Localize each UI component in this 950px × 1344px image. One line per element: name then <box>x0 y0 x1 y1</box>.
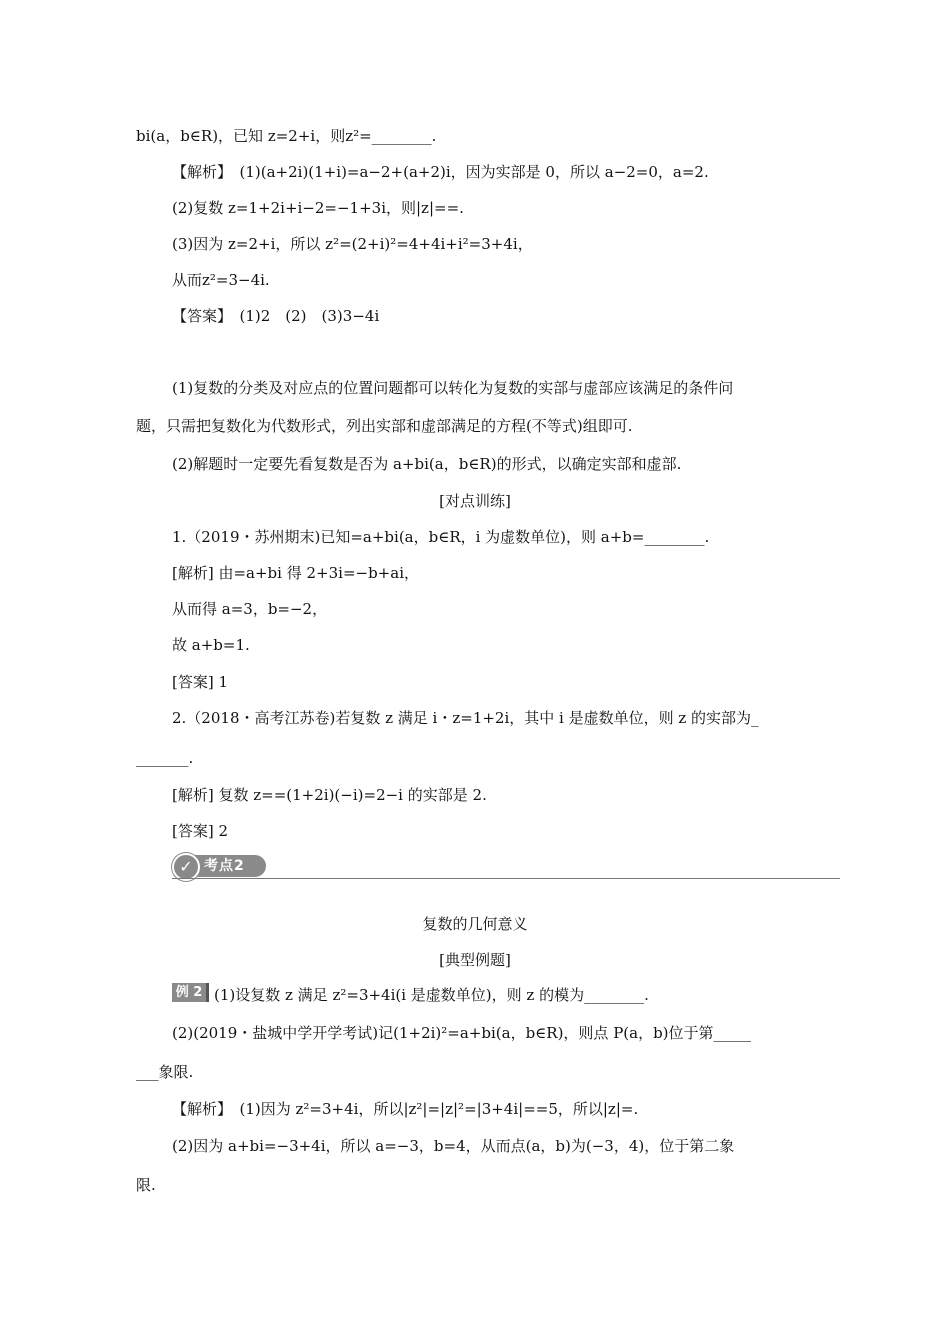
topic-badge-label: 考点2 <box>204 858 245 874</box>
text-line: _______. <box>136 749 194 767</box>
text-line: (2)解题时一定要先看复数是否为 a+bi(a，b∈R)的形式，以确定实部和虚部. <box>172 455 682 473</box>
text-line: 2.（2018・高考江苏卷)若复数 z 满足 i・z=1+2i，其中 i 是虚数单位，则 z 的实部为_ <box>172 709 759 727</box>
section-heading: [典型例题] <box>439 951 511 969</box>
text-line: 题，只需把复数化为代数形式，列出实部和虚部满足的方程(不等式)组即可. <box>136 417 633 435</box>
text-line: 从而得 a=3，b=−2， <box>172 600 328 618</box>
text-line: (2)复数 z=1+2i+i−2=−1+3i，则|z|==. <box>172 199 464 217</box>
text-line: (1)设复数 z 满足 z²=3+4i(i 是虚数单位)，则 z 的模为________. <box>214 986 649 1004</box>
text-line: 故 a+b=1. <box>172 636 250 654</box>
text-line: 【答案】 (1)2 (2) (3)3−4i <box>172 307 380 325</box>
text-line: 【解析】 (1)因为 z²=3+4i，所以|z²|=|z|²=|3+4i|==5，所以|z|=. <box>172 1100 639 1118</box>
text-line: (3)因为 z=2+i，所以 z²=(2+i)²=4+4i+i²=3+4i， <box>172 235 533 253</box>
text-line: (2)因为 a+bi=−3+4i，所以 a=−3，b=4，从而点(a，b)为(−3，4)，位于第二象 <box>172 1137 735 1155</box>
text-line: [答案] 1 <box>172 673 229 691</box>
topic-badge <box>172 853 268 879</box>
section-title: 复数的几何意义 <box>422 915 528 933</box>
text-line: bi(a，b∈R)，已知 z=2+i，则z²=________. <box>136 127 437 145</box>
text-line: 1.（2019・苏州期末)已知=a+bi(a，b∈R，i 为虚数单位)，则 a+b=________. <box>172 528 710 546</box>
text-line: 【解析】 (1)(a+2i)(1+i)=a−2+(a+2)i，因为实部是 0，所以 a−2=0，a=2. <box>172 163 709 181</box>
text-line: ___象限. <box>136 1063 194 1081</box>
divider <box>172 878 840 879</box>
text-line: [解析] 复数 z==(1+2i)(−i)=2−i 的实部是 2. <box>172 786 487 804</box>
check-icon: ✓ <box>172 853 200 881</box>
text-line: (2)(2019・盐城中学开学考试)记(1+2i)²=a+bi(a，b∈R)，则点 P(a，b)位于第_____ <box>172 1024 752 1042</box>
text-line: 从而z²=3−4i. <box>172 271 270 289</box>
text-line: 限. <box>136 1176 156 1194</box>
example-label: 例 2 <box>172 983 209 1002</box>
text-line: [解析] 由=a+bi 得 2+3i=−b+ai， <box>172 564 419 582</box>
text-line: (1)复数的分类及对应点的位置问题都可以转化为复数的实部与虚部应该满足的条件问 <box>172 379 734 397</box>
text-line: [答案] 2 <box>172 822 229 840</box>
section-heading: [对点训练] <box>439 492 511 510</box>
